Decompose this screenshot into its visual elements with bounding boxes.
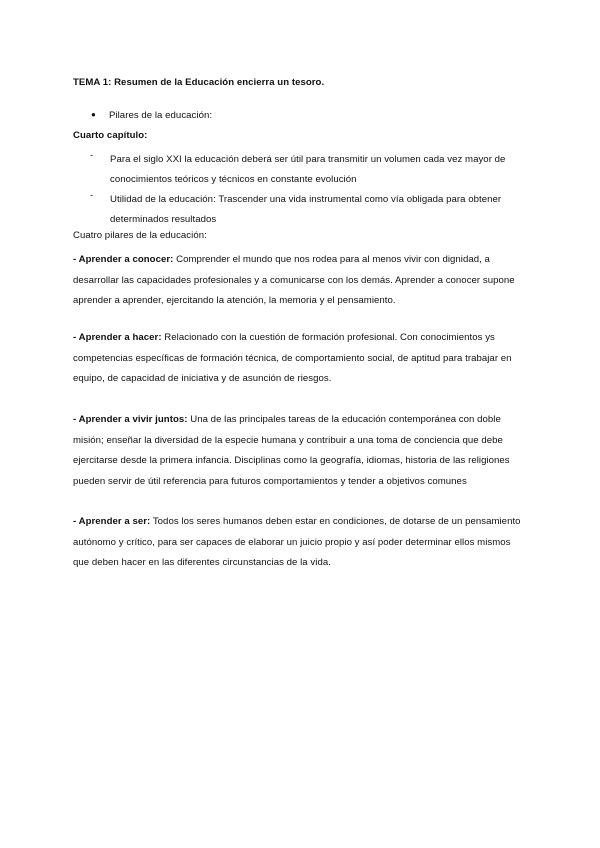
pillar-heading: - Aprender a vivir juntos:	[73, 414, 188, 425]
dash-item-text: Utilidad de la educación: Trascender una vida instrumental como vía obligada para obtener determinados resultados	[110, 194, 502, 225]
bullet-text: Pilares de la educación:	[109, 110, 213, 121]
pillar-heading: - Aprender a conocer:	[73, 254, 174, 265]
pillars-intro: Cuatro pilares de la educación:	[73, 230, 207, 241]
pillar-paragraph	[73, 512, 529, 574]
pillar-text: Comprender el mundo que nos rodea para al menos vivir con dignidad, a desarrollar las capacidades profesionales y a comunicarse con los demás. Aprender a conocer supone aprender a aprender, ejercitando la atención, la memoria y el pensamiento.	[73, 254, 515, 306]
pillar-text: Relacionado con la cuestión de formación profesional. Con conocimientos ys competencias específicas de formación técnica, de comportamiento social, de aptitud para trabajar en equipo, de capacidad de iniciativa y de asunción de riesgos.	[73, 332, 512, 384]
chapter-heading: Cuarto capítulo:	[73, 130, 148, 141]
pillar-heading: - Aprender a hacer:	[73, 332, 162, 343]
bullet-dot-icon: ●	[91, 110, 96, 119]
pillar-paragraph	[73, 250, 529, 312]
pillar-text: Todos los seres humanos deben estar en condiciones, de dotarse de un pensamiento autónomo y crítico, para ser capaces de elaborar un juicio propio y así poder determinar ellos mismos que deben hacer en las diferentes circunstancias de la vida.	[73, 516, 521, 568]
dash-item-text: Para el siglo XXI la educación deberá ser útil para transmitir un volumen cada vez mayor de conocimientos teóricos y técnicos en constante evolución	[110, 154, 506, 185]
document-title: TEMA 1: Resumen de la Educación encierra un tesoro.	[73, 77, 325, 88]
pillar-text: Una de las principales tareas de la educación contemporánea con doble misión; enseñar la diversidad de la especie humana y contribuir a una toma de conciencia que debe ejercitarse desde la primera infancia. Disciplinas como la geografía, idiomas, historia de las religiones pueden servir de útil referencia para futuros comportamientos y tender a objetivos comunes	[73, 414, 510, 487]
pillar-heading: - Aprender a ser:	[73, 516, 151, 527]
pillar-paragraph	[73, 410, 529, 492]
dash-marker: -	[90, 190, 94, 201]
pillar-paragraph	[73, 328, 529, 390]
dash-marker: -	[90, 150, 94, 161]
